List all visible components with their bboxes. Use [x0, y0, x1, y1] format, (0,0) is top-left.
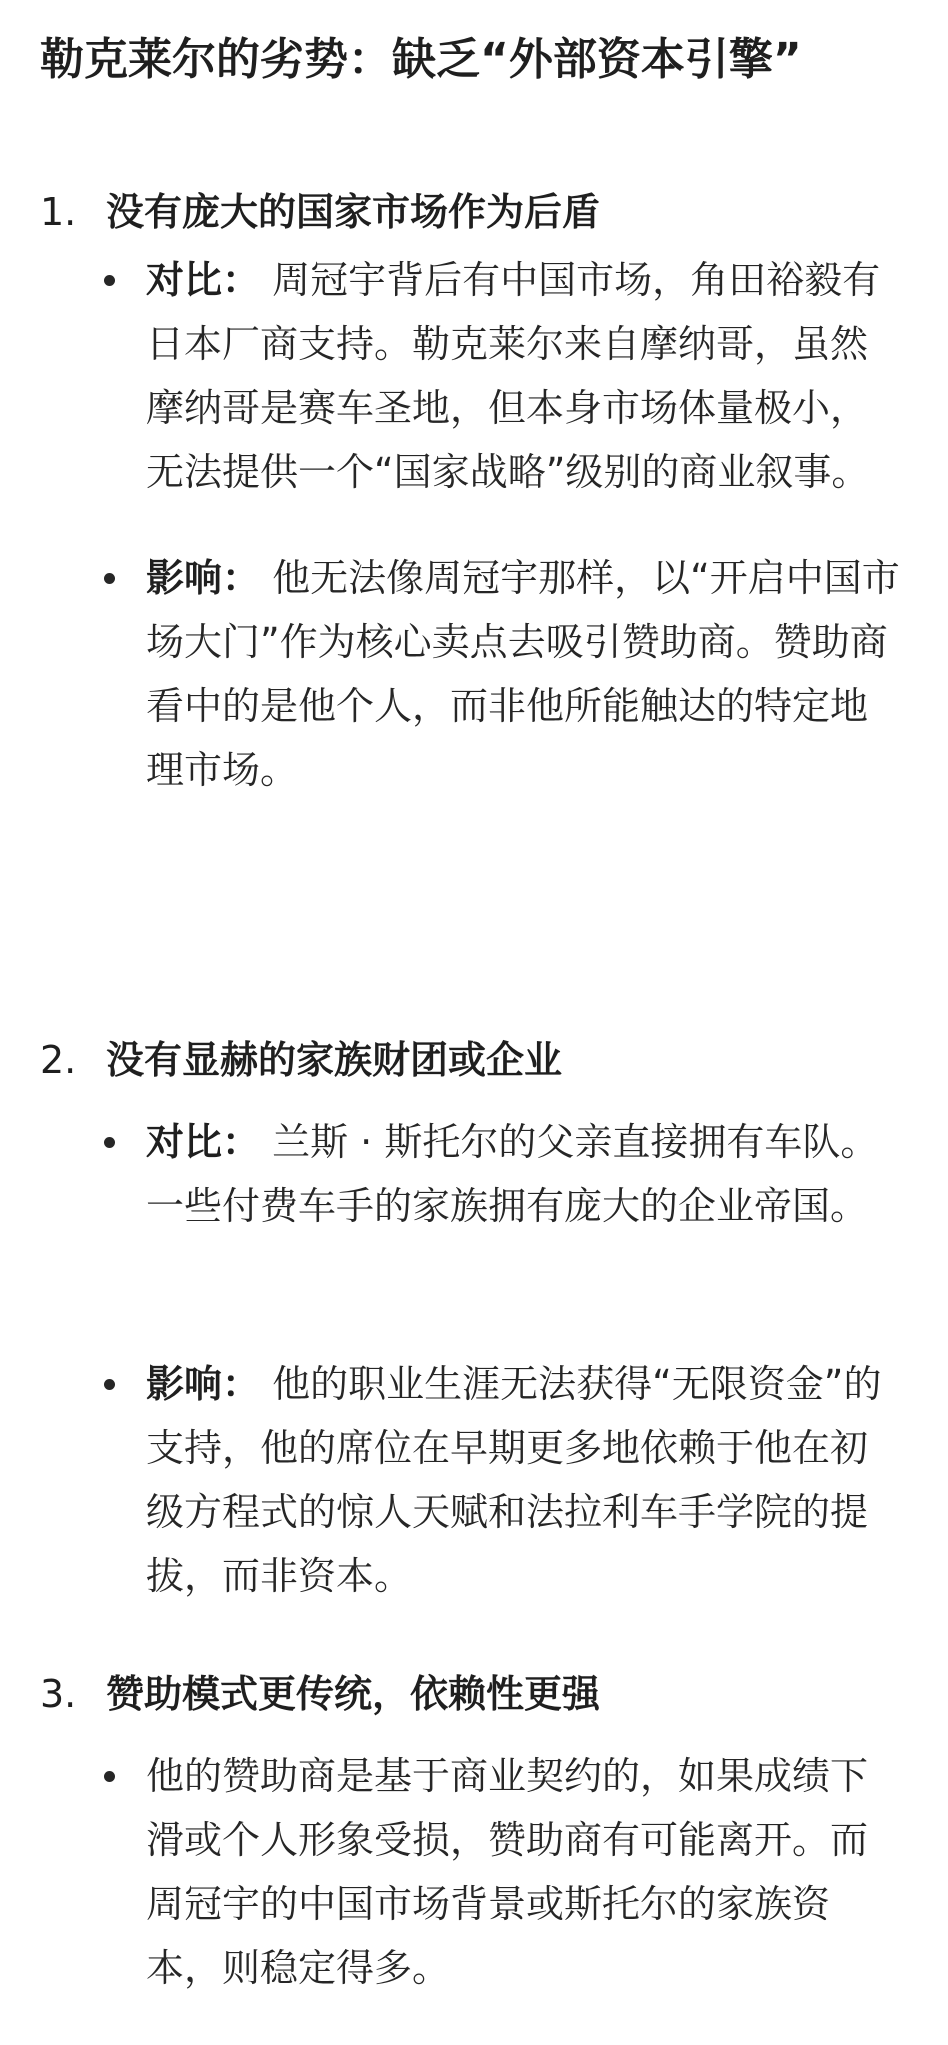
section-1-bullet-1	[110, 248, 900, 504]
bullet-text	[110, 1110, 900, 1238]
section-2-number: 2.	[40, 1038, 77, 1082]
bullet-label: 影响：	[146, 556, 261, 600]
article-heading: 勒克莱尔的劣势：缺乏“外部资本引擎”	[40, 34, 802, 85]
section-1-number: 1.	[40, 190, 77, 234]
section-1-title	[40, 184, 920, 240]
bullet-body: 他的赞助商是基于商业契约的，如果成绩下滑或个人形象受损，赞助商有可能离开。而周冠宇的中国市场背景或斯托尔的家族资本，则稳定得多。	[146, 1754, 869, 1990]
bullet-text	[110, 248, 900, 504]
bullet-label: 对比：	[146, 1120, 261, 1164]
bullet-body: 兰斯 · 斯托尔的父亲直接拥有车队。一些付费车手的家族拥有庞大的企业帝国。	[146, 1120, 879, 1228]
bullet-dot-icon	[104, 275, 115, 286]
bullet-body: 他无法像周冠宇那样，以“开启中国市场大门”作为核心卖点去吸引赞助商。赞助商看中的是他个人，而非他所能触达的特定地理市场。	[146, 556, 900, 792]
section-1-title-text: 没有庞大的国家市场作为后盾	[106, 190, 601, 234]
section-3-title-text: 赞助模式更传统，依赖性更强	[106, 1672, 601, 1716]
bullet-dot-icon	[104, 1379, 115, 1390]
section-1-bullet-2	[110, 546, 900, 802]
bullet-text	[110, 546, 900, 802]
bullet-text	[110, 1744, 900, 2000]
section-2-bullet-1	[110, 1110, 900, 1238]
section-2-title-text: 没有显赫的家族财团或企业	[106, 1038, 563, 1082]
section-2-title	[40, 1032, 920, 1088]
section-3-bullet-1	[110, 1744, 900, 2000]
bullet-dot-icon	[104, 1137, 115, 1148]
bullet-text	[110, 1352, 900, 1608]
bullet-body: 周冠宇背后有中国市场，角田裕毅有日本厂商支持。勒克莱尔来自摩纳哥，虽然摩纳哥是赛车圣地，但本身市场体量极小，无法提供一个“国家战略”级别的商业叙事。	[146, 258, 881, 494]
bullet-body: 他的职业生涯无法获得“无限资金”的支持，他的席位在早期更多地依赖于他在初级方程式的惊人天赋和法拉利车手学院的提拔，而非资本。	[146, 1362, 882, 1598]
section-3-number: 3.	[40, 1672, 77, 1716]
section-2-bullet-2	[110, 1352, 900, 1608]
bullet-dot-icon	[104, 1771, 115, 1782]
section-3-title	[40, 1666, 920, 1722]
bullet-label: 对比：	[146, 258, 261, 302]
bullet-dot-icon	[104, 573, 115, 584]
bullet-label: 影响：	[146, 1362, 261, 1406]
